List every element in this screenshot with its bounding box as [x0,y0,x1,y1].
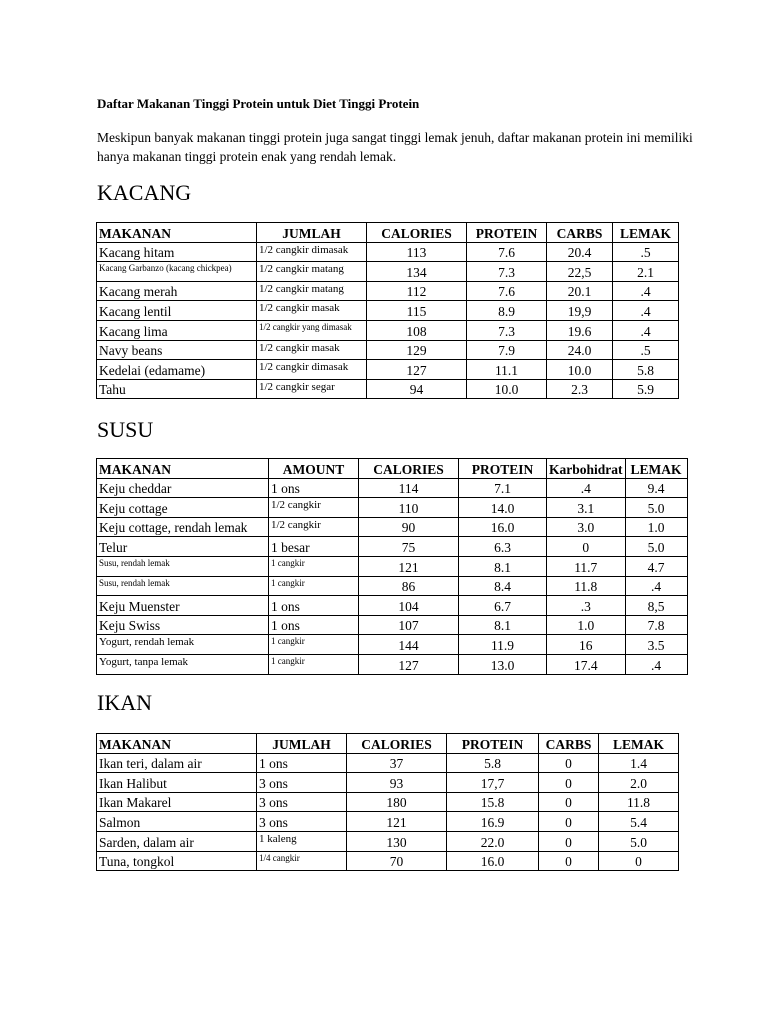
carbs-cell: 16 [547,635,626,655]
protein-cell: 7.3 [467,320,547,340]
protein-cell: 5.8 [447,753,539,773]
section-heading-kacang: KACANG [97,180,192,205]
fat-cell: 2.0 [599,773,679,793]
carbs-cell: 0 [539,812,599,832]
carbs-cell: 1.0 [547,615,626,635]
document-title: Daftar Makanan Tinggi Protein untuk Diet Tinggi Protein [97,96,420,111]
carbs-cell: 20.1 [547,281,613,301]
food-cell: Kacang Garbanzo (kacang chickpea) [97,262,257,282]
fat-cell: 7.8 [625,615,687,635]
fat-cell: .4 [613,320,679,340]
calories-cell: 121 [359,556,459,576]
carbs-cell: 3.1 [547,498,626,518]
calories-cell: 127 [359,654,459,674]
carbs-cell: 0 [539,792,599,812]
calories-cell: 107 [359,615,459,635]
amount-cell: 1/2 cangkir dimasak [257,242,367,262]
fat-cell: 3.5 [625,635,687,655]
table-row [97,792,679,812]
table-row [97,340,679,360]
calories-cell: 112 [367,281,467,301]
protein-cell: 8.9 [467,301,547,321]
protein-cell: 8.4 [459,576,547,596]
header-cell: LEMAK [613,223,679,243]
protein-cell: 8.1 [459,615,547,635]
carbs-cell: .4 [547,478,626,498]
protein-cell: 22.0 [447,831,539,851]
table-kacang [96,222,679,399]
food-cell: Kedelai (edamame) [97,360,257,380]
header-cell: LEMAK [625,459,687,479]
amount-cell: 3 ons [257,773,347,793]
calories-cell: 130 [347,831,447,851]
fat-cell: 8,5 [625,596,687,616]
fat-cell: 2.1 [613,262,679,282]
calories-cell: 113 [367,242,467,262]
food-cell: Keju Swiss [97,615,269,635]
calories-cell: 86 [359,576,459,596]
header-cell: CALORIES [367,223,467,243]
amount-cell: 1/2 cangkir [269,498,359,518]
amount-cell: 1/2 cangkir yang dimasak [257,320,367,340]
fat-cell: 5.4 [599,812,679,832]
amount-cell: 1 kaleng [257,831,347,851]
protein-cell: 16.9 [447,812,539,832]
table-row [97,379,679,399]
table-row [97,498,688,518]
calories-cell: 114 [359,478,459,498]
header-cell: Karbohidrat [547,459,626,479]
table-row [97,537,688,557]
food-cell: Keju cottage [97,498,269,518]
table-susu [96,458,688,675]
table-ikan [96,733,679,871]
header-cell: JUMLAH [257,223,367,243]
amount-cell: 1/2 cangkir masak [257,301,367,321]
header-cell: PROTEIN [467,223,547,243]
carbs-cell: .3 [547,596,626,616]
protein-cell: 6.7 [459,596,547,616]
carbs-cell: 11.8 [547,576,626,596]
fat-cell: 0 [599,851,679,871]
carbs-cell: 2.3 [547,379,613,399]
amount-cell: 1/2 cangkir segar [257,379,367,399]
protein-cell: 11.9 [459,635,547,655]
carbs-cell: 0 [539,773,599,793]
calories-cell: 129 [367,340,467,360]
header-cell: CARBS [547,223,613,243]
fat-cell: 9.4 [625,478,687,498]
table-row [97,576,688,596]
fat-cell: 1.0 [625,517,687,537]
calories-cell: 115 [367,301,467,321]
food-cell: Susu, rendah lemak [97,576,269,596]
table-row [97,812,679,832]
carbs-cell: 0 [539,851,599,871]
protein-cell: 17,7 [447,773,539,793]
carbs-cell: 19,9 [547,301,613,321]
amount-cell: 1 besar [269,537,359,557]
amount-cell: 1 ons [257,753,347,773]
table-header-row [97,734,679,754]
amount-cell: 1 cangkir [269,556,359,576]
fat-cell: .4 [613,301,679,321]
food-cell: Yogurt, tanpa lemak [97,654,269,674]
header-cell: LEMAK [599,734,679,754]
carbs-cell: 11.7 [547,556,626,576]
header-cell: AMOUNT [269,459,359,479]
protein-cell: 16.0 [447,851,539,871]
calories-cell: 90 [359,517,459,537]
fat-cell: 1.4 [599,753,679,773]
protein-cell: 15.8 [447,792,539,812]
food-cell: Yogurt, rendah lemak [97,635,269,655]
protein-cell: 6.3 [459,537,547,557]
fat-cell: 11.8 [599,792,679,812]
table-row [97,320,679,340]
table-row [97,517,688,537]
table-row [97,242,679,262]
protein-cell: 7.1 [459,478,547,498]
header-cell: PROTEIN [447,734,539,754]
amount-cell: 1/2 cangkir masak [257,340,367,360]
protein-cell: 13.0 [459,654,547,674]
food-cell: Telur [97,537,269,557]
carbs-cell: 24.0 [547,340,613,360]
food-cell: Keju cheddar [97,478,269,498]
table-header-row [97,223,679,243]
calories-cell: 134 [367,262,467,282]
fat-cell: 5.9 [613,379,679,399]
fat-cell: .4 [625,576,687,596]
table-row [97,773,679,793]
table-row [97,596,688,616]
header-cell: PROTEIN [459,459,547,479]
protein-cell: 16.0 [459,517,547,537]
table-row [97,753,679,773]
section-heading-susu: SUSU [97,417,154,442]
calories-cell: 93 [347,773,447,793]
amount-cell: 1 cangkir [269,654,359,674]
amount-cell: 1/4 cangkir [257,851,347,871]
food-cell: Salmon [97,812,257,832]
header-cell: MAKANAN [97,459,269,479]
food-cell: Keju cottage, rendah lemak [97,517,269,537]
fat-cell: 5.8 [613,360,679,380]
calories-cell: 104 [359,596,459,616]
fat-cell: 4.7 [625,556,687,576]
carbs-cell: 17.4 [547,654,626,674]
fat-cell: .5 [613,242,679,262]
amount-cell: 1 cangkir [269,635,359,655]
carbs-cell: 22,5 [547,262,613,282]
header-cell: MAKANAN [97,223,257,243]
section-heading-ikan: IKAN [97,690,152,715]
food-cell: Kacang hitam [97,242,257,262]
protein-cell: 14.0 [459,498,547,518]
calories-cell: 110 [359,498,459,518]
amount-cell: 1 ons [269,596,359,616]
food-cell: Ikan Halibut [97,773,257,793]
header-cell: CALORIES [347,734,447,754]
header-cell: CALORIES [359,459,459,479]
amount-cell: 1/2 cangkir [269,517,359,537]
food-cell: Sarden, dalam air [97,831,257,851]
protein-cell: 7.6 [467,281,547,301]
amount-cell: 1 ons [269,615,359,635]
table-row [97,301,679,321]
food-cell: Susu, rendah lemak [97,556,269,576]
amount-cell: 3 ons [257,812,347,832]
calories-cell: 75 [359,537,459,557]
table-row [97,654,688,674]
fat-cell: .5 [613,340,679,360]
calories-cell: 37 [347,753,447,773]
carbs-cell: 0 [539,753,599,773]
table-row [97,615,688,635]
protein-cell: 7.3 [467,262,547,282]
table-row [97,360,679,380]
fat-cell: 5.0 [625,498,687,518]
calories-cell: 94 [367,379,467,399]
amount-cell: 1/2 cangkir dimasak [257,360,367,380]
table-row [97,478,688,498]
carbs-cell: 20.4 [547,242,613,262]
protein-cell: 10.0 [467,379,547,399]
food-cell: Kacang lentil [97,301,257,321]
table-row [97,281,679,301]
protein-cell: 8.1 [459,556,547,576]
protein-cell: 7.9 [467,340,547,360]
calories-cell: 108 [367,320,467,340]
calories-cell: 70 [347,851,447,871]
food-cell: Tuna, tongkol [97,851,257,871]
amount-cell: 1 ons [269,478,359,498]
food-cell: Keju Muenster [97,596,269,616]
carbs-cell: 3.0 [547,517,626,537]
calories-cell: 144 [359,635,459,655]
carbs-cell: 19.6 [547,320,613,340]
header-cell: MAKANAN [97,734,257,754]
food-cell: Kacang lima [97,320,257,340]
intro-paragraph: Meskipun banyak makanan tinggi protein juga sangat tinggi lemak jenuh, daftar makanan protein ini memiliki hanya makanan tinggi protein enak yang rendah lemak. [97,130,693,164]
amount-cell: 1/2 cangkir matang [257,262,367,282]
carbs-cell: 0 [539,831,599,851]
header-cell: CARBS [539,734,599,754]
protein-cell: 7.6 [467,242,547,262]
calories-cell: 180 [347,792,447,812]
table-row [97,635,688,655]
table-row [97,262,679,282]
calories-cell: 121 [347,812,447,832]
table-header-row [97,459,688,479]
amount-cell: 1/2 cangkir matang [257,281,367,301]
amount-cell: 3 ons [257,792,347,812]
food-cell: Ikan teri, dalam air [97,753,257,773]
table-row [97,851,679,871]
amount-cell: 1 cangkir [269,576,359,596]
table-row [97,556,688,576]
carbs-cell: 10.0 [547,360,613,380]
protein-cell: 11.1 [467,360,547,380]
header-cell: JUMLAH [257,734,347,754]
food-cell: Tahu [97,379,257,399]
food-cell: Ikan Makarel [97,792,257,812]
food-cell: Navy beans [97,340,257,360]
fat-cell: 5.0 [599,831,679,851]
table-row [97,831,679,851]
calories-cell: 127 [367,360,467,380]
fat-cell: .4 [625,654,687,674]
fat-cell: .4 [613,281,679,301]
carbs-cell: 0 [547,537,626,557]
food-cell: Kacang merah [97,281,257,301]
fat-cell: 5.0 [625,537,687,557]
